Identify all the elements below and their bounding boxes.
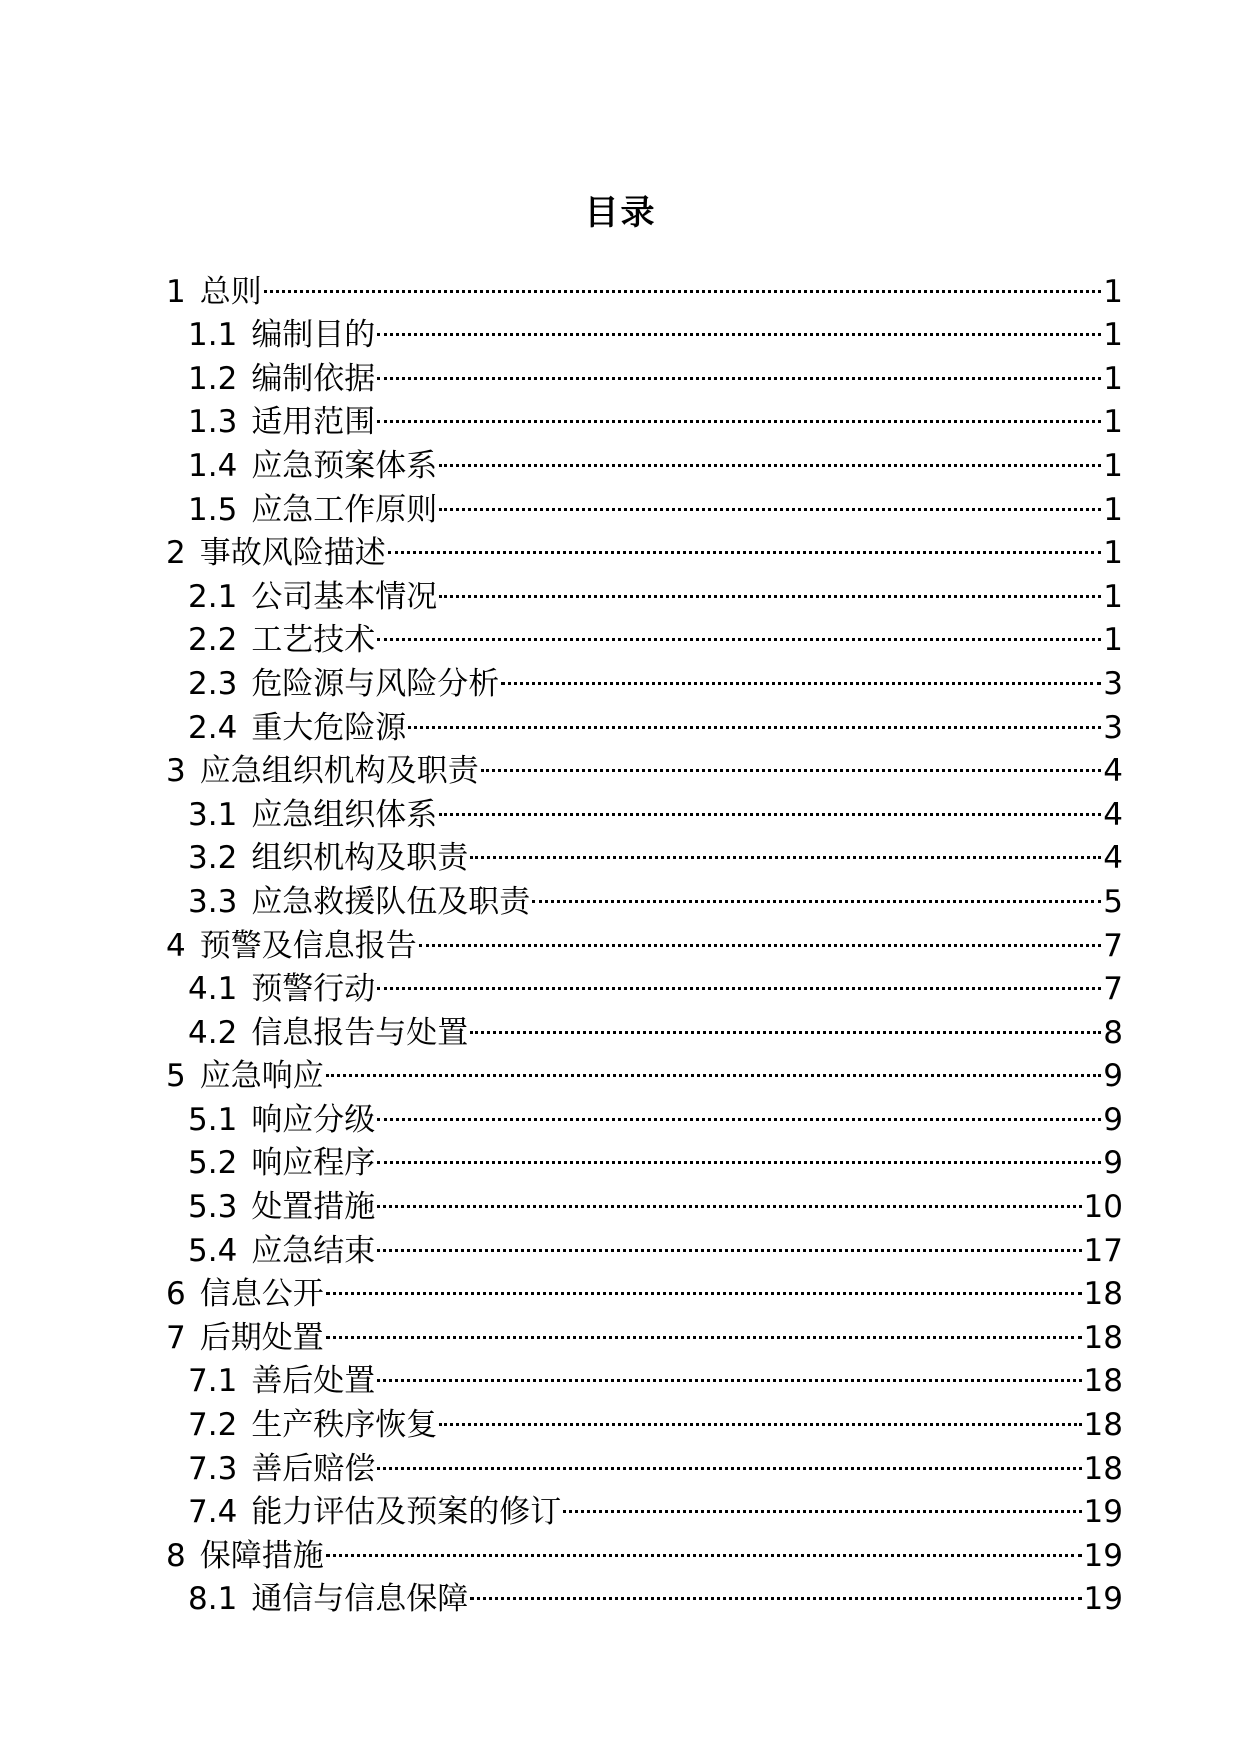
toc-entry-page-number: 1 [1103, 535, 1123, 572]
toc-entry-title [188, 619, 375, 663]
toc-entry-label: 善后赔偿 [251, 1450, 376, 1487]
toc-entry-page-number: 19 [1083, 1494, 1123, 1531]
toc-entry-label: 公司基本情况 [251, 578, 438, 615]
toc-entry-title [166, 1055, 324, 1099]
toc-dot-leader [377, 956, 1101, 1000]
toc-entry-number: 1.2 [188, 360, 238, 397]
toc-entry-page-number: 18 [1083, 1450, 1123, 1487]
toc-entry-title [188, 401, 375, 445]
toc-entry-number: 8.1 [188, 1581, 238, 1618]
toc-entry-page-number: 18 [1083, 1363, 1123, 1400]
toc-entry-title [188, 358, 375, 402]
toc-dot-leader [481, 738, 1102, 782]
toc-dot-leader [377, 1130, 1101, 1174]
toc-entry-page-number: 9 [1103, 1145, 1123, 1182]
toc-entry-label: 保障措施 [199, 1537, 324, 1574]
toc-entry-number: 8 [166, 1537, 186, 1574]
toc-dot-leader [326, 1522, 1082, 1566]
page-title: 目录 [584, 193, 657, 233]
toc-dot-leader [377, 1173, 1081, 1217]
toc-dot-leader [439, 476, 1101, 520]
toc-entry-number: 3.1 [188, 796, 238, 833]
toc-entry-page-number: 7 [1103, 927, 1123, 964]
toc-dot-leader [264, 258, 1102, 302]
toc-entry-number: 7.4 [188, 1494, 238, 1531]
toc-entry-label: 响应分级 [251, 1101, 376, 1138]
toc-dot-leader [470, 825, 1101, 869]
toc-entry-label: 组织机构及职责 [251, 840, 469, 877]
toc-entry-page-number: 1 [1103, 360, 1123, 397]
toc-dot-leader [419, 912, 1102, 956]
toc-entry-label: 工艺技术 [251, 622, 376, 659]
toc-entry-number: 1.4 [188, 447, 238, 484]
toc-entry-label: 后期处置 [199, 1319, 324, 1356]
toc-entry-number: 5.4 [188, 1232, 238, 1269]
toc-entry-page-number: 1 [1103, 491, 1123, 528]
toc-entry-label: 通信与信息保障 [251, 1581, 469, 1618]
toc-entry-number: 7 [166, 1319, 186, 1356]
toc-entry-label: 应急响应 [199, 1058, 324, 1095]
toc-entry-number: 2 [166, 535, 186, 572]
toc-entry-page-number: 3 [1103, 709, 1123, 746]
toc-entry-page-number: 8 [1103, 1014, 1123, 1051]
toc-entry-number: 4.2 [188, 1014, 238, 1051]
toc-dot-leader [439, 781, 1101, 825]
toc-entry-label: 能力评估及预案的修订 [251, 1494, 562, 1531]
toc-dot-leader [439, 563, 1101, 607]
toc-entry-label: 应急救援队伍及职责 [251, 883, 531, 920]
toc-entry-number: 1.1 [188, 317, 238, 354]
toc-entry-label: 应急工作原则 [251, 491, 438, 528]
toc-entry-label: 重大危险源 [251, 709, 407, 746]
toc-entry-page-number: 5 [1103, 883, 1123, 920]
toc-entry-title [188, 1360, 375, 1404]
toc-dot-leader [326, 1304, 1082, 1348]
toc-dot-leader [377, 1348, 1081, 1392]
toc-entry-title [188, 794, 437, 838]
toc-entry-number: 6 [166, 1276, 186, 1313]
toc-dot-leader [326, 1261, 1082, 1305]
toc-entry-page-number: 9 [1103, 1058, 1123, 1095]
toc-entry-page-number: 19 [1083, 1537, 1123, 1574]
toc-entry-page-number: 4 [1103, 753, 1123, 790]
toc-entry-title [188, 1448, 375, 1492]
table-of-contents [166, 258, 1123, 1618]
toc-entry-label: 危险源与风险分析 [251, 665, 500, 702]
toc-entry-title [188, 1186, 375, 1230]
toc-entry[interactable] [166, 258, 1123, 310]
toc-entry-number: 5.1 [188, 1101, 238, 1138]
toc-entry-title [188, 314, 375, 358]
toc-entry-title [188, 1578, 468, 1622]
toc-entry-title [166, 532, 386, 576]
toc-dot-leader [470, 999, 1101, 1043]
toc-entry-label: 事故风险描述 [199, 535, 386, 572]
toc-entry-number: 7.1 [188, 1363, 238, 1400]
toc-dot-leader [377, 345, 1101, 389]
toc-dot-leader [326, 1043, 1102, 1087]
toc-dot-leader [377, 607, 1101, 651]
toc-dot-leader [439, 1391, 1081, 1435]
toc-entry-title [166, 750, 479, 794]
toc-entry-label: 信息公开 [199, 1276, 324, 1313]
toc-entry-page-number: 1 [1103, 404, 1123, 441]
toc-dot-leader [388, 520, 1102, 564]
toc-entry-label: 善后处置 [251, 1363, 376, 1400]
toc-entry-title [188, 1142, 375, 1186]
toc-dot-leader [501, 650, 1101, 694]
toc-entry-number: 3.2 [188, 840, 238, 877]
toc-entry-number: 5.3 [188, 1189, 238, 1226]
toc-entry-page-number: 17 [1083, 1232, 1123, 1269]
toc-entry-number: 5 [166, 1058, 186, 1095]
toc-dot-leader [408, 694, 1101, 738]
toc-entry-label: 应急组织机构及职责 [199, 753, 479, 790]
toc-entry-page-number: 1 [1103, 273, 1123, 310]
toc-entry-label: 响应程序 [251, 1145, 376, 1182]
toc-entry-title [188, 968, 375, 1012]
toc-dot-leader [377, 1217, 1081, 1261]
toc-entry-label: 处置措施 [251, 1189, 376, 1226]
toc-entry-label: 适用范围 [251, 404, 376, 441]
toc-dot-leader [563, 1479, 1081, 1523]
toc-entry-number: 3 [166, 753, 186, 790]
toc-entry-page-number: 1 [1103, 622, 1123, 659]
toc-entry-label: 生产秩序恢复 [251, 1407, 438, 1444]
toc-entry-label: 预警行动 [251, 971, 376, 1008]
toc-entry-page-number: 9 [1103, 1101, 1123, 1138]
toc-dot-leader [470, 1566, 1081, 1610]
toc-entry-label: 应急组织体系 [251, 796, 438, 833]
toc-entry-label: 编制目的 [251, 317, 376, 354]
toc-entry-number: 1.5 [188, 491, 238, 528]
toc-entry-title [166, 1273, 324, 1317]
toc-entry-page-number: 18 [1083, 1407, 1123, 1444]
toc-entry[interactable] [166, 302, 1123, 354]
toc-entry-number: 4.1 [188, 971, 238, 1008]
toc-entry-page-number: 4 [1103, 840, 1123, 877]
toc-entry-label: 预警及信息报告 [199, 927, 417, 964]
toc-entry-number: 7.2 [188, 1407, 238, 1444]
toc-entry-label: 应急预案体系 [251, 447, 438, 484]
toc-entry-number: 2.1 [188, 578, 238, 615]
toc-entry-label: 应急结束 [251, 1232, 376, 1269]
toc-entry-label: 信息报告与处置 [251, 1014, 469, 1051]
toc-entry-number: 1 [166, 273, 186, 310]
toc-entry-page-number: 1 [1103, 578, 1123, 615]
toc-entry-page-number: 4 [1103, 796, 1123, 833]
toc-entry-label: 编制依据 [251, 360, 376, 397]
toc-entry-number: 5.2 [188, 1145, 238, 1182]
toc-entry-label: 总则 [199, 273, 262, 310]
toc-dot-leader [377, 389, 1101, 433]
toc-dot-leader [439, 432, 1101, 476]
toc-dot-leader [532, 868, 1101, 912]
toc-dot-leader [377, 1086, 1101, 1130]
toc-dot-leader [377, 302, 1101, 346]
toc-entry-page-number: 1 [1103, 317, 1123, 354]
toc-entry-title [188, 1099, 375, 1143]
toc-entry-number: 2.4 [188, 709, 238, 746]
toc-entry-title [166, 1535, 324, 1579]
toc-entry-number: 1.3 [188, 404, 238, 441]
toc-entry-title [166, 271, 262, 315]
toc-entry-number: 3.3 [188, 883, 238, 920]
toc-entry-number: 2.2 [188, 622, 238, 659]
toc-entry-number: 4 [166, 927, 186, 964]
toc-entry-page-number: 1 [1103, 447, 1123, 484]
toc-entry-title [166, 1317, 324, 1361]
toc-entry-page-number: 7 [1103, 971, 1123, 1008]
toc-entry-title [188, 837, 468, 881]
toc-entry-page-number: 18 [1083, 1319, 1123, 1356]
toc-entry-page-number: 18 [1083, 1276, 1123, 1313]
toc-entry-title [188, 445, 437, 489]
toc-entry-page-number: 10 [1083, 1189, 1123, 1226]
toc-entry-number: 2.3 [188, 665, 238, 702]
toc-entry-page-number: 3 [1103, 665, 1123, 702]
toc-entry-page-number: 19 [1083, 1581, 1123, 1618]
toc-entry-number: 7.3 [188, 1450, 238, 1487]
toc-entry-title [188, 707, 406, 751]
toc-dot-leader [377, 1435, 1081, 1479]
